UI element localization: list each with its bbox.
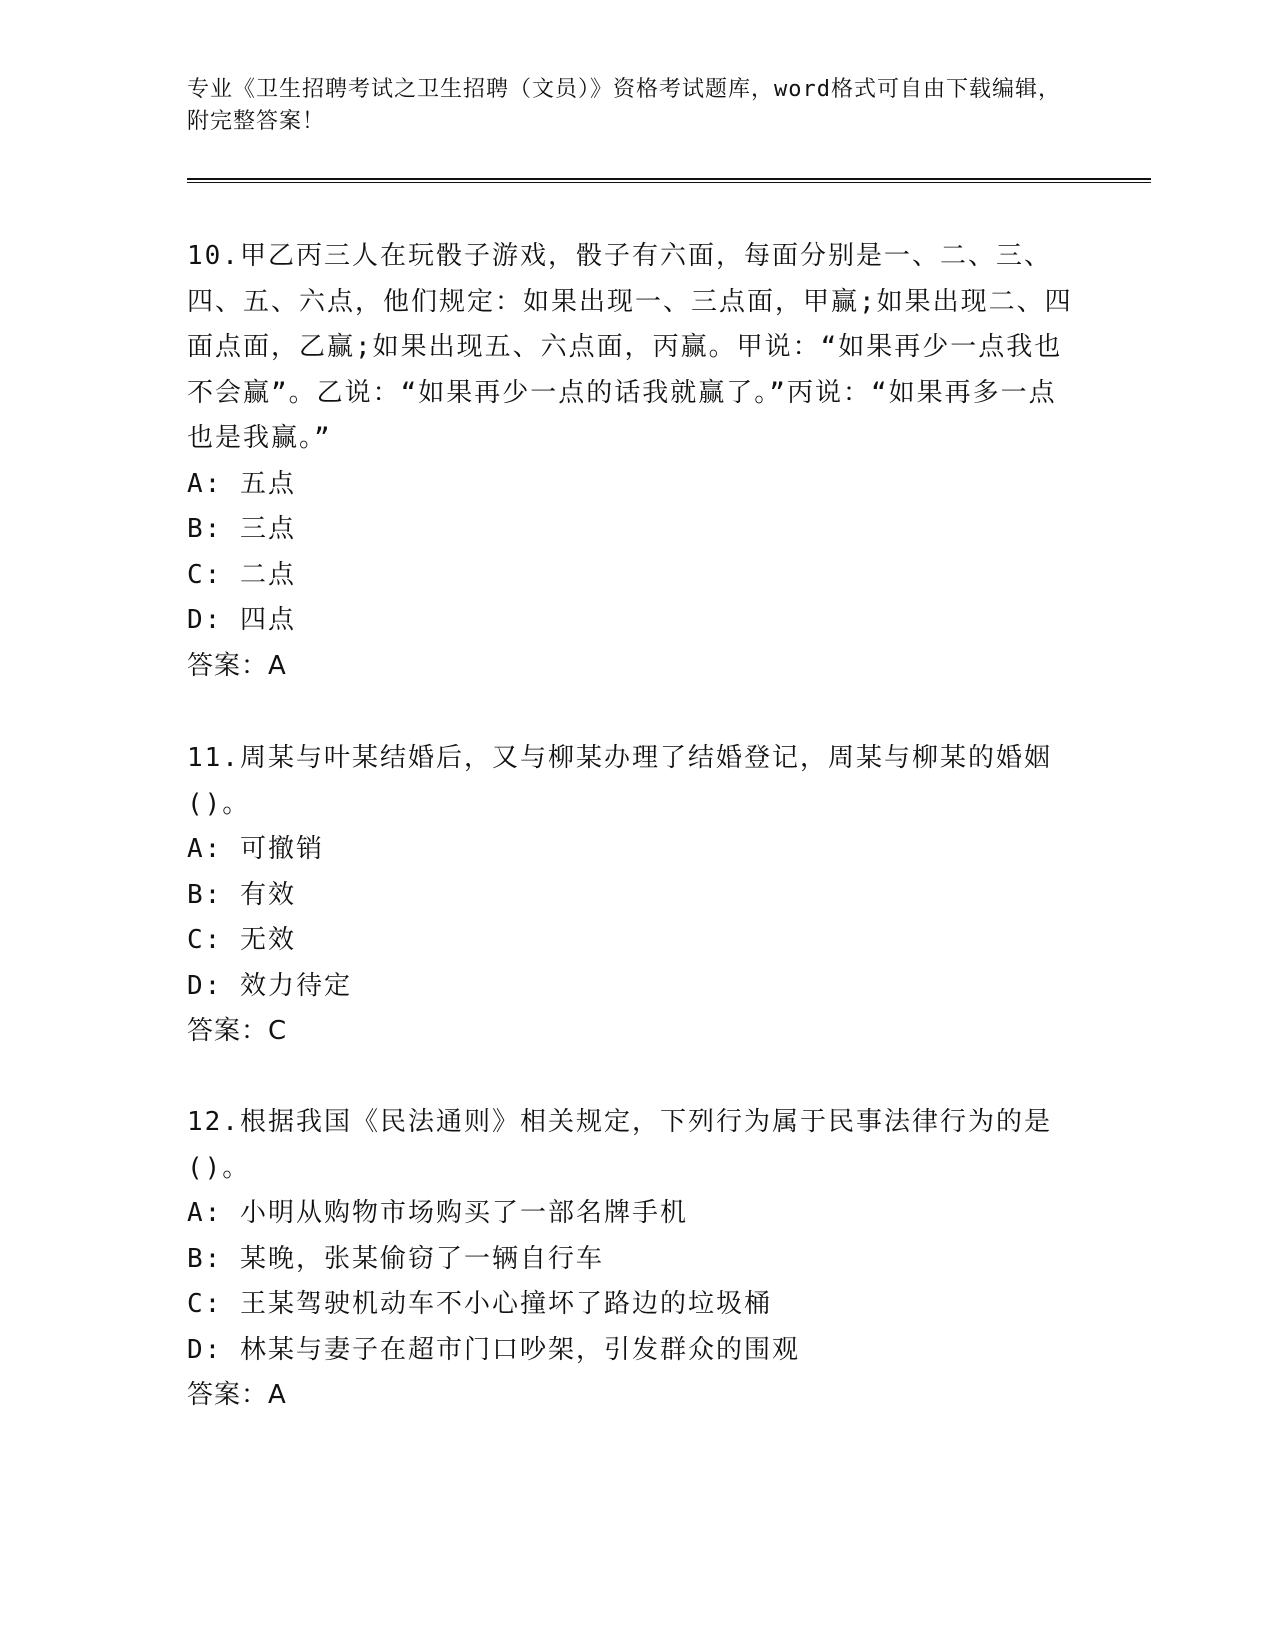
option-a: A: 可撤销 bbox=[187, 834, 324, 864]
option-a: A: 小明从购物市场购买了一部名牌手机 bbox=[187, 1198, 688, 1228]
option-b: B: 某晚，张某偷窃了一辆自行车 bbox=[187, 1243, 604, 1274]
document-header: 专业《卫生招聘考试之卫生招聘（文员）》资格考试题库，word格式可自由下载编辑，附完整答案！ bbox=[187, 77, 1061, 134]
answer: 答案：A bbox=[187, 1380, 287, 1410]
option-a: A: 五点 bbox=[187, 468, 296, 499]
answer: 答案：A bbox=[187, 650, 287, 681]
question-stem: 12.根据我国《民法通则》相关规定，下列行为属于民事法律行为的是()。 bbox=[187, 1107, 1052, 1183]
option-d: D: 林某与妻子在超市门口吵架，引发群众的围观 bbox=[187, 1334, 800, 1365]
question-10 bbox=[187, 234, 1077, 689]
option-c: C: 王某驾驶机动车不小心撞坏了路边的垃圾桶 bbox=[187, 1289, 772, 1319]
option-b: B: 三点 bbox=[187, 514, 296, 544]
option-b: B: 有效 bbox=[187, 879, 296, 910]
option-c: C: 二点 bbox=[187, 559, 296, 590]
option-c: C: 无效 bbox=[187, 925, 296, 955]
header-divider-thin bbox=[187, 182, 1151, 183]
question-11 bbox=[187, 736, 1077, 1055]
question-stem: 10.甲乙丙三人在玩骰子游戏，骰子有六面，每面分别是一、二、三、四、五、六点，他们规定：如果出现一、三点面，甲赢;如果出现二、四面点面，乙赢;如果出现五、六点面，丙赢。甲说：“如果再少一点我也不会赢”。乙说：“如果再少一点的话我就赢了。”丙说：“如果再多一点也是我赢。” bbox=[187, 241, 1073, 453]
header-divider-thick bbox=[187, 178, 1151, 180]
question-12 bbox=[187, 1100, 1077, 1419]
option-d: D: 效力待定 bbox=[187, 970, 352, 1001]
option-d: D: 四点 bbox=[187, 605, 296, 635]
question-stem: 11.周某与叶某结婚后，又与柳某办理了结婚登记，周某与柳某的婚姻()。 bbox=[187, 743, 1052, 819]
answer: 答案：C bbox=[187, 1016, 288, 1046]
